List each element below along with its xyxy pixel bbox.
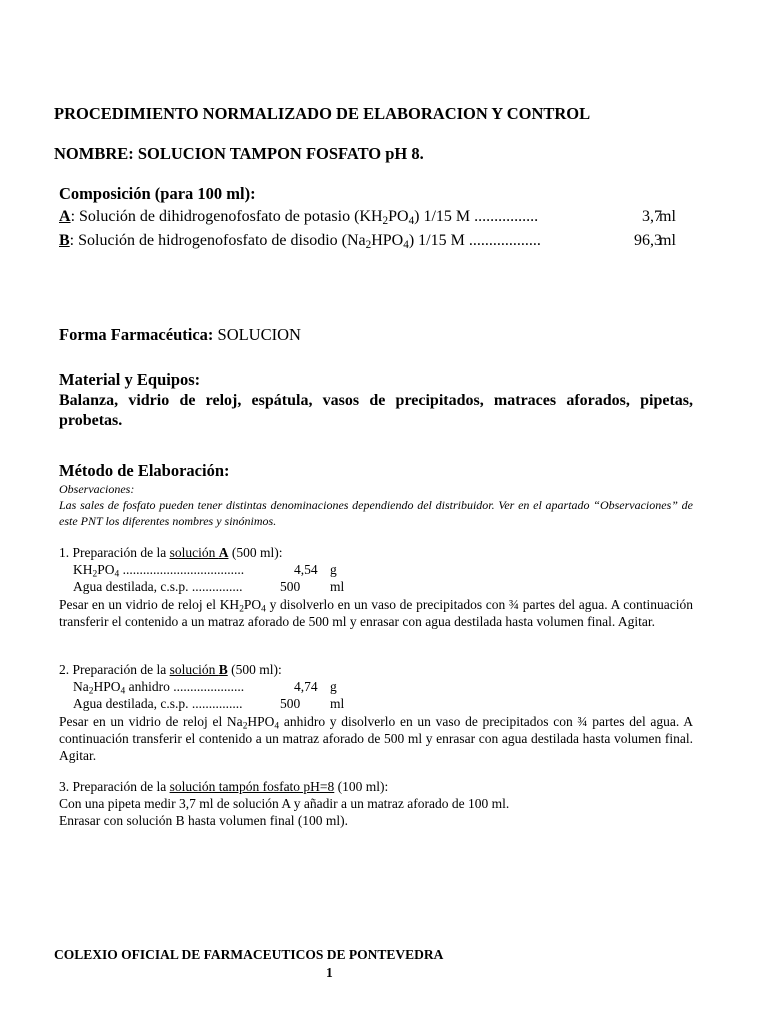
composition-row-b (59, 232, 679, 250)
step-3-heading (59, 779, 388, 795)
footer-organization: COLEXIO OFICIAL DE FARMACEUTICOS DE PONTEVEDRA (54, 947, 444, 962)
step-text: (500 ml): (228, 545, 283, 560)
subscript: 4 (403, 238, 409, 251)
composition-letter: B (59, 232, 70, 249)
composition-text: HPO (371, 232, 404, 249)
ingredient-row: Agua destilada, c.s.p. ............... 500 ml (73, 579, 345, 594)
step-text: (500 ml): (227, 662, 282, 677)
step-2-heading (59, 662, 282, 678)
step-text: 3. Preparación de la (59, 779, 170, 794)
ingredient-qty: 4,54 (294, 562, 318, 577)
subscript: 4 (408, 214, 415, 227)
step-2-instructions: Pesar en un vidrio de reloj el $Na_2HPO_4$ anhidro y disolverlo en un vaso de precipitados con ¾ partes del agua. A continuación transferir el contenido a un matraz aforado de 500 ml y enrasar con agua destilada hasta volumen final. Agitar. (59, 714, 693, 763)
subscript: 2 (382, 214, 389, 227)
step-3-line-1: Con una pipeta medir 3,7 ml de solución A y añadir a un matraz aforado de 100 ml. (59, 796, 510, 811)
composition-letter: A (59, 208, 71, 225)
step-1-heading (59, 545, 282, 561)
document-name: NOMBRE: SOLUCION TAMPON FOSFATO pH 8. (54, 144, 424, 163)
step-text: (100 ml): (334, 779, 389, 794)
composition-text: PO (388, 208, 409, 225)
step-text: 1. Preparación de la (59, 545, 170, 560)
ingredient-unit: ml (330, 579, 345, 594)
ingredient-row: $Na_2HPO_4$ anhidro ..................... 4,74 g (73, 679, 337, 697)
ingredient-row: $KH_2PO_4$ .................................... 4,54 g (73, 562, 337, 580)
ingredient-qty: 4,74 (294, 679, 318, 694)
composition-row-a (59, 208, 679, 226)
ingredient-row: Agua destilada, c.s.p. ............... 500 ml (73, 696, 345, 711)
metodo-title: Método de Elaboración: (59, 461, 230, 480)
forma-farmaceutica (59, 325, 301, 345)
composition-text: ) 1/15 M .................. (408, 232, 541, 249)
ingredient-unit: g (330, 679, 337, 694)
ingredient-qty: 500 (280, 579, 301, 594)
document-title: PROCEDIMIENTO NORMALIZADO DE ELABORACION Y CONTROL (54, 104, 591, 123)
composition-text: : Solución de hidrogenofosfato de disodio (Na (69, 232, 366, 249)
forma-label: Forma Farmacéutica: (59, 325, 214, 344)
page-number: 1 (326, 965, 333, 980)
composition-title: Composición (para 100 ml): (59, 184, 256, 203)
subscript: 2 (365, 238, 372, 251)
composition-text: ) 1/15 M ................ (414, 208, 539, 225)
composition-unit: ml (659, 208, 676, 225)
observaciones-text: Las sales de fosfato pueden tener distintas denominaciones dependiendo del distribuidor. Ver en el apartado “Observaciones” de este PNT los diferentes nombres y sinónimos. (59, 498, 693, 528)
step-1-instructions: Pesar en un vidrio de reloj el $KH_2PO_4$ y disolverlo en un vaso de precipitados con ¾ partes del agua. A continuación transferir el contenido a un matraz aforado de 500 ml y enrasar con agua destilada hasta volumen final. Agitar. (59, 597, 693, 629)
step-link: solución B (169, 662, 228, 677)
composition-unit: ml (659, 232, 676, 249)
ingredient-unit: ml (330, 696, 345, 711)
material-title: Material y Equipos: (59, 370, 201, 389)
step-link: solución A (169, 545, 229, 560)
step-3-line-2: Enrasar con solución B hasta volumen final (100 ml). (59, 813, 349, 828)
composition-qty: 3,7 (642, 208, 662, 225)
forma-value: SOLUCION (213, 325, 301, 344)
ingredient-unit: g (330, 562, 337, 577)
observaciones-label: Observaciones: (59, 482, 135, 496)
composition-text: : Solución de dihidrogenofosfato de potasio (KH (70, 208, 383, 225)
step-link: solución tampón fosfato pH=8 (169, 779, 335, 794)
material-text: Balanza, vidrio de reloj, espátula, vasos de precipitados, matraces aforados, pipetas, probetas. (59, 392, 693, 429)
step-text: 2. Preparación de la (59, 662, 170, 677)
composition-qty: 96,3 (634, 232, 662, 249)
ingredient-qty: 500 (280, 696, 301, 711)
